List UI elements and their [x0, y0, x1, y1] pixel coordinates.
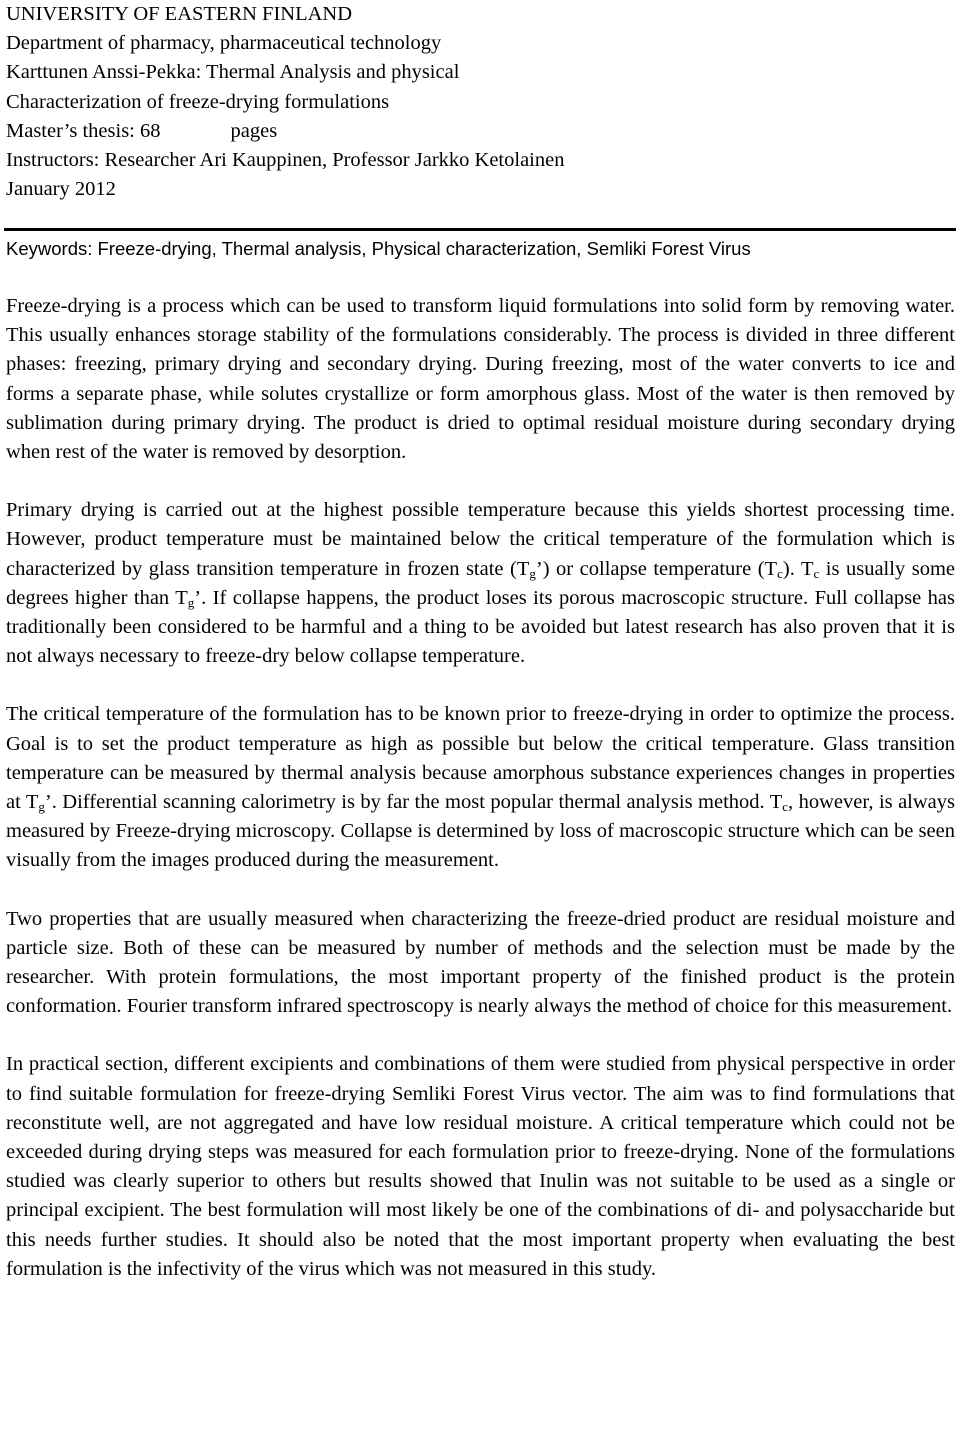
department: Department of pharmacy, pharmaceutical technology — [6, 32, 442, 55]
p2-text-d: is usually some degrees higher than T — [6, 557, 955, 609]
subscript-c: c — [813, 565, 820, 581]
subscript-g: g — [529, 565, 536, 581]
p2-text-e: ’. If collapse happens, the product loses its porous macroscopic structure. Full collapse has traditionally been considered to be harmful and a thing to be avoided but latest research has also proven that it is not always necessary to freeze-dry below collapse temperature. — [6, 586, 956, 668]
subscript-c: c — [782, 799, 789, 815]
subscript-c: c — [777, 565, 783, 581]
pages-label: pages — [230, 119, 278, 142]
author-title-line-2: Characterization of freeze-drying formulations — [6, 90, 390, 113]
subscript-g: g — [187, 594, 195, 610]
keywords: Keywords: Freeze-drying, Thermal analysis, Physical characterization, Semliki Forest Virus — [6, 238, 751, 259]
paragraph-5: In practical section, different excipients and combinations of them were studied from physical perspective in order to find suitable formulation for freeze-drying Semliki Forest Virus vector. The aim was to find formulations that reconstitute well, are not aggregated and have low residual moisture. A critical temperature which could not be exceeded during drying steps was measured for each formulation prior to freeze-drying. None of the formulations studied was clearly superior to others but results showed that Inulin was not suitable to be used as a single or principal excipient. The best formulation will most likely be one of the combinations of di- and polysaccharide but this needs further studies. It should also be noted that the most important property when evaluating the best formulation is the infectivity of the virus which was not measured in this study. — [6, 1053, 955, 1280]
header-divider — [4, 228, 956, 231]
abstract-header — [6, 0, 564, 204]
paragraph-4: Two properties that are usually measured when characterizing the freeze-dried product are residual moisture and particle size. Both of these can be measured by number of methods and the selection must be made by the researcher. With protein formulations, the most important property of the finished product is the protein conformation. Fourier transform infrared spectroscopy is nearly always the method of choice for this measurement. — [6, 907, 955, 1018]
paragraph-1: Freeze-drying is a process which can be used to transform liquid formulations into solid form by removing water. This usually enhances storage stability of the formulations considerably. The process is divided in three different phases: freezing, primary drying and secondary drying. During freezing, most of the water converts to ice and forms a separate phase, while solutes crystallize or form amorphous glass. Most of the water is then removed by sublimation during primary drying. The product is dried to optimal residual moisture during secondary drying when rest of the water is removed by desorption. — [6, 295, 955, 464]
abstract-body — [6, 292, 955, 1284]
p3-text-c: , however, is always measured by Freeze-drying microscopy. Collapse is determined by loss of macroscopic structure which can be seen visually from the images produced during the measurement. — [6, 791, 956, 872]
p2-text-b: ’) or collapse temperature (T — [535, 557, 778, 580]
instructors: Instructors: Researcher Ari Kauppinen, Professor Jarkko Ketolainen — [6, 149, 565, 172]
thesis-label: Master’s thesis: 68 — [6, 119, 161, 142]
paragraph-3 — [6, 700, 955, 875]
p3-text-b: ’. Differential scanning calorimetry is by far the most popular thermal analysis method. T — [44, 791, 783, 814]
p2-text-a: Primary drying is carried out at the highest possible temperature because this yields shortest processing time. However, product temperature must be maintained below the critical temperature of the formulation which is characterized by glass transition temperature in frozen state (T — [6, 499, 955, 580]
thesis-pages — [6, 117, 564, 146]
p2-text-c: ). T — [782, 557, 814, 580]
date: January 2012 — [6, 178, 116, 201]
subscript-g: g — [38, 799, 45, 815]
university-name: UNIVERSITY OF EASTERN FINLAND — [6, 3, 353, 25]
p3-text-a: The critical temperature of the formulation has to be known prior to freeze-drying in order to optimize the process. Goal is to set the product temperature as high as possible but below the critical temperature. Glass transition temperature can be measured by thermal analysis because amorphous substance experiences changes in properties at T — [6, 703, 955, 814]
paragraph-2 — [6, 496, 955, 671]
author-title-line-1: Karttunen Anssi-Pekka: Thermal Analysis and physical — [6, 61, 460, 84]
